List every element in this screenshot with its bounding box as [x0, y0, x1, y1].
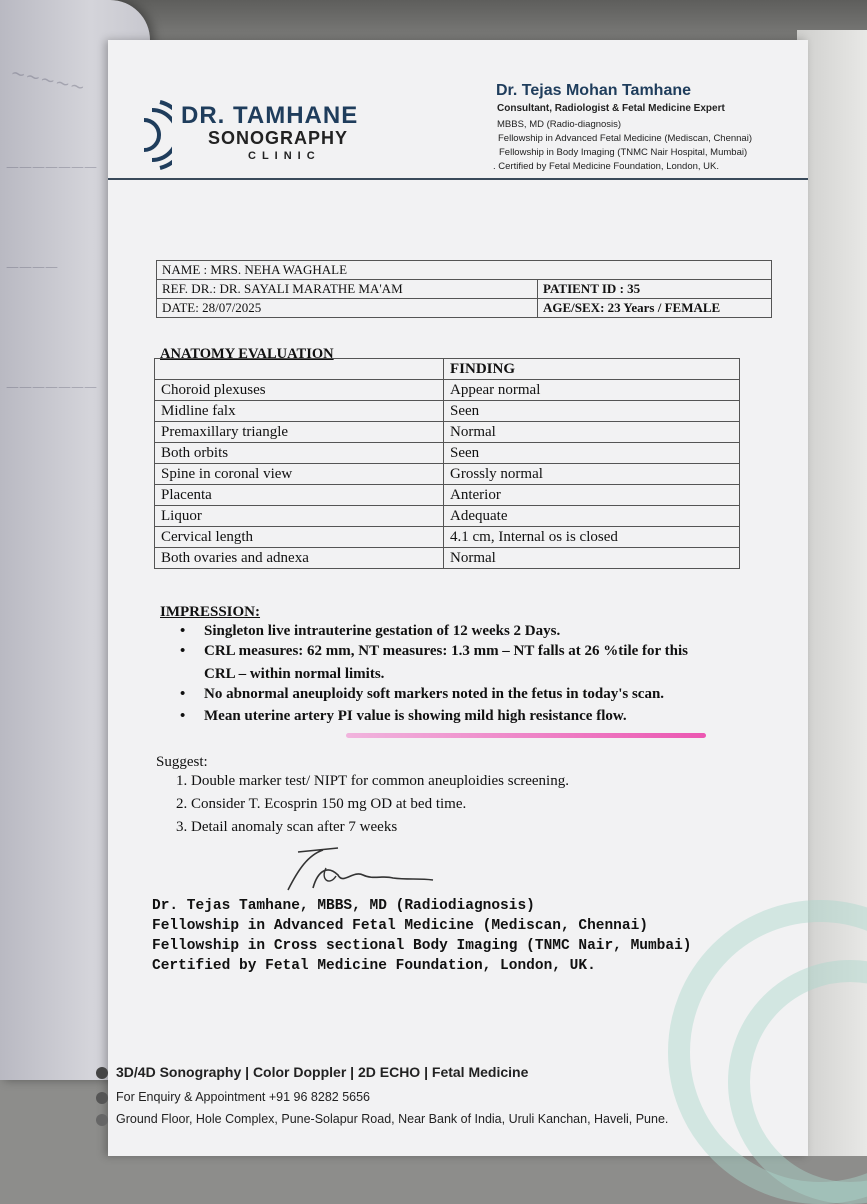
doctor-fellowship-2: Fellowship in Body Imaging (TNMC Nair Hospital, Mumbai)	[499, 147, 748, 158]
footer-enquiry	[96, 1090, 370, 1104]
doctor-fellowship-1: Fellowship in Advanced Fetal Medicine (Mediscan, Chennai)	[498, 133, 752, 144]
signatory-fellowship-2: Fellowship in Cross sectional Body Imaging (TNMC Nair, Mumbai)	[152, 938, 692, 954]
anatomy-finding: Grossly normal	[444, 464, 740, 485]
table-row	[155, 548, 740, 569]
anatomy-item: Both ovaries and adnexa	[155, 548, 444, 569]
suggest-item: 3. Detail anomaly scan after 7 weeks	[176, 819, 398, 835]
anatomy-finding: Appear normal	[444, 380, 740, 401]
impression-text: Singleton live intrauterine gestation of 12 weeks 2 Days.	[204, 623, 561, 639]
ghost-text-decoration: ~~~~~	[8, 62, 87, 99]
anatomy-finding: Seen	[444, 443, 740, 464]
doctor-name-header: Dr. Tejas Mohan Tamhane	[496, 82, 692, 99]
table-row	[155, 422, 740, 443]
signatory-fellowship-1: Fellowship in Advanced Fetal Medicine (Mediscan, Chennai)	[152, 918, 648, 934]
bullet: •	[180, 643, 186, 659]
impression-text: CRL – within normal limits.	[204, 666, 385, 682]
finding-header: FINDING	[444, 359, 740, 380]
bullet: •	[180, 708, 186, 724]
anatomy-finding: Normal	[444, 548, 740, 569]
table-row	[155, 485, 740, 506]
ultrasound-icon	[96, 1067, 108, 1079]
report-sheet	[108, 40, 808, 1156]
bullet: •	[180, 686, 186, 702]
anatomy-item: Spine in coronal view	[155, 464, 444, 485]
table-row	[155, 464, 740, 485]
ghost-lines: ———————	[6, 160, 97, 175]
anatomy-section-title: ANATOMY EVALUATION	[160, 346, 334, 362]
anatomy-finding: Anterior	[444, 485, 740, 506]
table-row	[155, 401, 740, 422]
patient-info-table	[156, 260, 772, 318]
footer-address	[96, 1112, 668, 1126]
footer-services	[96, 1064, 528, 1080]
suggest-title: Suggest:	[156, 754, 208, 770]
table-row	[157, 299, 772, 318]
report-date: DATE: 28/07/2025	[157, 299, 538, 318]
anatomy-finding: 4.1 cm, Internal os is closed	[444, 527, 740, 548]
clinic-name-line1: DR. TAMHANE	[181, 102, 359, 129]
phone-icon	[96, 1092, 108, 1104]
ghost-lines: ———————	[6, 380, 97, 395]
anatomy-item: Cervical length	[155, 527, 444, 548]
anatomy-item: Placenta	[155, 485, 444, 506]
table-row	[155, 443, 740, 464]
impression-title: IMPRESSION:	[160, 604, 261, 620]
header-divider	[108, 178, 808, 180]
patient-name: NAME : MRS. NEHA WAGHALE	[157, 261, 772, 280]
location-pin-icon	[96, 1114, 108, 1126]
patient-id: PATIENT ID : 35	[538, 280, 772, 299]
doctor-certification: . Certified by Fetal Medicine Foundation, London, UK.	[493, 161, 720, 172]
anatomy-finding: Seen	[444, 401, 740, 422]
table-row	[157, 280, 772, 299]
impression-text: No abnormal aneuploidy soft markers noted in the fetus in today's scan.	[204, 686, 665, 702]
table-header-row	[155, 359, 740, 380]
signatory-name: Dr. Tejas Tamhane, MBBS, MD (Radiodiagnosis)	[152, 898, 535, 914]
signatory-certification: Certified by Fetal Medicine Foundation, London, UK.	[152, 958, 596, 974]
doctor-title: Consultant, Radiologist & Fetal Medicine Expert	[497, 103, 725, 114]
suggest-item: 2. Consider T. Ecosprin 150 mg OD at bed time.	[176, 796, 467, 812]
table-row	[155, 380, 740, 401]
table-row	[155, 527, 740, 548]
suggest-item: 1. Double marker test/ NIPT for common aneuploidies screening.	[176, 773, 569, 789]
handwritten-signature	[268, 840, 438, 900]
clinic-name-line2: SONOGRAPHY	[208, 128, 349, 148]
clinic-name-line3: CLINIC	[248, 150, 321, 162]
table-cell	[155, 359, 444, 380]
anatomy-item: Both orbits	[155, 443, 444, 464]
highlighter-mark	[346, 733, 706, 738]
anatomy-item: Midline falx	[155, 401, 444, 422]
referring-doctor: REF. DR.: DR. SAYALI MARATHE MA'AM	[157, 280, 538, 299]
anatomy-item: Premaxillary triangle	[155, 422, 444, 443]
bullet: •	[180, 623, 186, 639]
doctor-degree: MBBS, MD (Radio-diagnosis)	[497, 119, 622, 130]
anatomy-finding: Normal	[444, 422, 740, 443]
ghost-lines: ————	[6, 260, 58, 275]
anatomy-item: Choroid plexuses	[155, 380, 444, 401]
table-row	[155, 506, 740, 527]
sonography-waves-icon	[136, 100, 172, 170]
anatomy-finding: Adequate	[444, 506, 740, 527]
table-row	[157, 261, 772, 280]
anatomy-item: Liquor	[155, 506, 444, 527]
impression-text: CRL measures: 62 mm, NT measures: 1.3 mm – NT falls at 26 %tile for this	[204, 643, 688, 659]
age-sex: AGE/SEX: 23 Years / FEMALE	[538, 299, 772, 318]
anatomy-table	[154, 358, 740, 569]
address-text: Ground Floor, Hole Complex, Pune-Solapur Road, Near Bank of India, Uruli Kanchan, Haveli, Pune.	[116, 1112, 669, 1126]
enquiry-text: For Enquiry & Appointment +91 96 8282 5656	[116, 1090, 370, 1104]
impression-text: Mean uterine artery PI value is showing mild high resistance flow.	[204, 708, 627, 724]
services-text: 3D/4D Sonography | Color Doppler | 2D ECHO | Fetal Medicine	[116, 1064, 529, 1080]
